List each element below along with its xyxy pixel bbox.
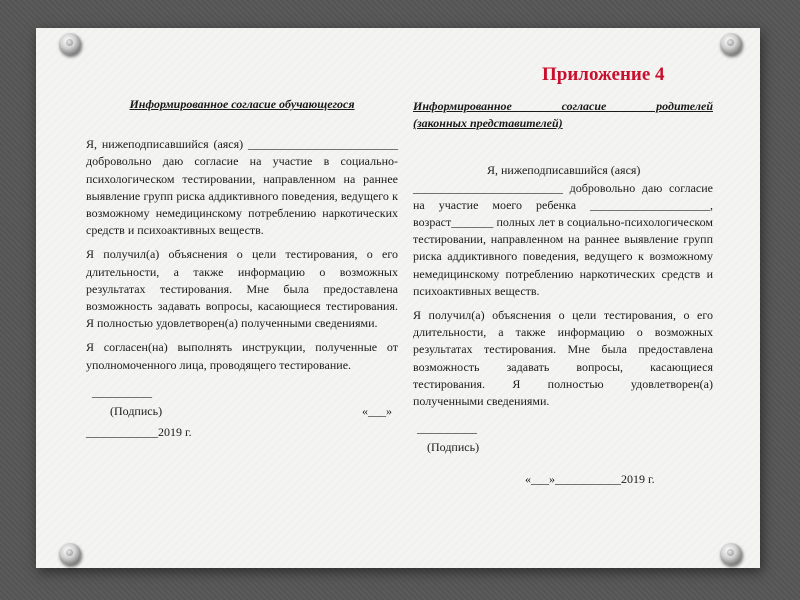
- pushpin-icon: [720, 543, 742, 565]
- student-consent-paragraph-1: Я, нижеподписавшийся (аяся) _________________________ добровольно даю согласие на участие в социально-психологическом тестировании, направленном на раннее выявление групп риска аддиктивного поведения, ведущего к возможному немедицинскому потреблению наркотических средств и психоактивных веществ.: [86, 137, 398, 238]
- student-signature-line: __________: [92, 384, 152, 399]
- student-signature-label: (Подпись): [110, 404, 163, 419]
- student-consent-column: [86, 96, 398, 442]
- parent-consent-intro: Я, нижеподписавшийся (аяся): [487, 163, 641, 178]
- parent-date: «___»___________2019 г.: [525, 471, 655, 486]
- parent-signature-line: __________: [417, 421, 477, 436]
- parent-consent-column: [413, 98, 713, 488]
- parent-consent-heading: [413, 98, 713, 132]
- student-consent-paragraph-2: Я получил(а) объяснения о цели тестирования, о его длительности, а также информацию о возможных результатах тестирования. Мне была предоставлена возможность задавать вопросы, касающиеся тестирования. Я полностью удовлетворен(а) полученными сведениями.: [86, 247, 398, 331]
- appendix-title: Приложение 4: [542, 64, 665, 85]
- parent-consent-heading-line-2: (законных представителей): [413, 116, 563, 131]
- student-date-year: ____________2019 г.: [86, 425, 192, 440]
- pushpin-icon: [720, 33, 742, 55]
- parent-consent-heading-line-1: Информированное согласие родителей: [413, 99, 713, 113]
- parent-consent-paragraph-1: _________________________ добровольно даю согласие на участие моего ребенка ____________________, возраст_______ полных лет в социально-психологическом тестировании, направленном на раннее выявление групп риска аддиктивного поведения, ведущего к возможному немедицинскому потреблению наркотических средств и психоактивных веществ.: [413, 180, 713, 298]
- student-consent-heading: Информированное согласие обучающегося: [129, 97, 355, 111]
- student-date-day: «___»: [362, 404, 392, 419]
- parent-consent-paragraph-2: Я получил(а) объяснения о цели тестирования, о его длительности, а также информацию о возможных результатах тестирования. Мне была предоставлена возможность задавать вопросы, касающиеся тестирования. Я полностью удовлетворен(а) полученными сведениями.: [413, 308, 713, 409]
- pushpin-icon: [59, 33, 81, 55]
- parent-signature-label: (Подпись): [427, 440, 480, 455]
- pushpin-icon: [59, 543, 81, 565]
- student-consent-paragraph-3: Я согласен(на) выполнять инструкции, полученные от уполномоченного лица, проводящего тестирование.: [86, 340, 398, 372]
